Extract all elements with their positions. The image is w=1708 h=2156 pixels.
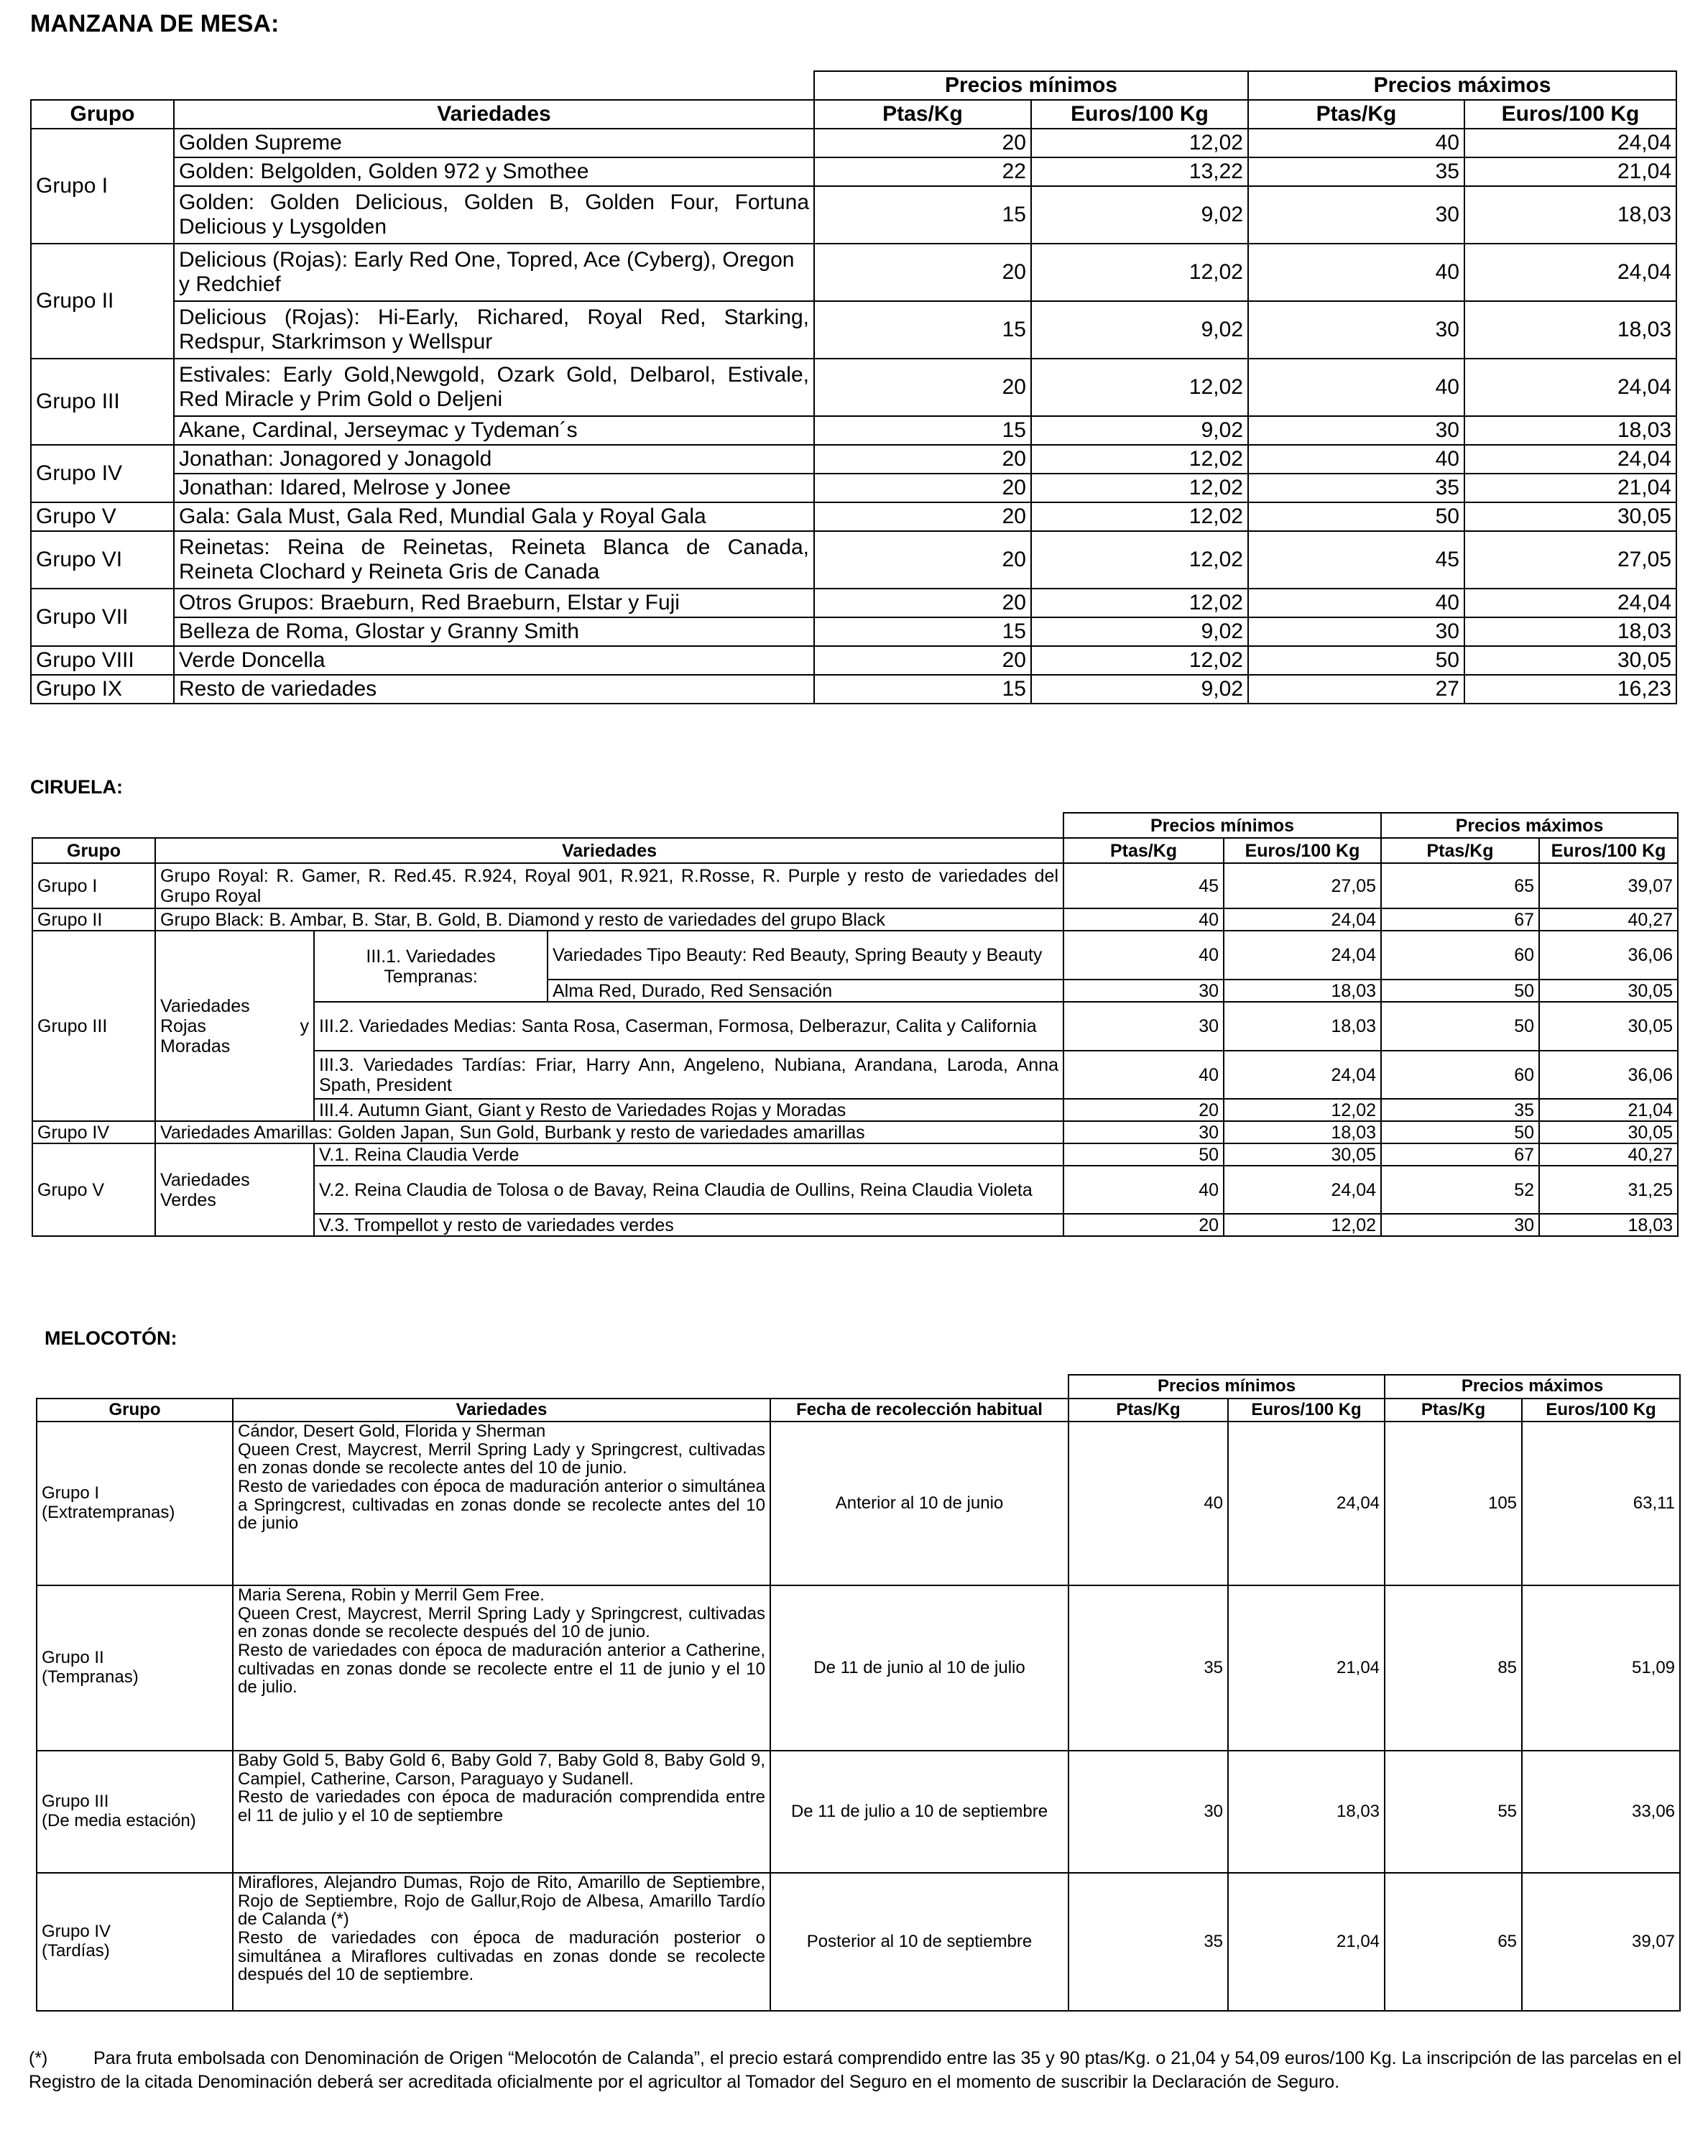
- ptas-min-cell: 40: [1063, 908, 1224, 931]
- footnote-mark: (*): [29, 2048, 48, 2068]
- ptas-max-cell: 65: [1381, 863, 1539, 908]
- grupo-cell: Grupo VII: [31, 589, 174, 646]
- ptas-max-cell: 40: [1248, 129, 1464, 157]
- grupo-cell: [37, 1873, 233, 2011]
- euros-min-cell: 24,04: [1224, 908, 1381, 931]
- euros-min-cell: 21,04: [1228, 1873, 1385, 2011]
- ptas-max-cell: 105: [1385, 1422, 1522, 1585]
- grupo-cell: Grupo I: [31, 129, 174, 244]
- euros-max-cell: 18,03: [1464, 186, 1676, 244]
- header-grupo: Grupo: [31, 100, 174, 129]
- melocoton-header-ptas-max: Ptas/Kg: [1385, 1399, 1522, 1422]
- ptas-max-cell: 50: [1248, 502, 1464, 531]
- ptas-min-cell: 20: [1063, 1099, 1224, 1121]
- ptas-max-cell: 50: [1381, 980, 1539, 1002]
- variedad-cell: Grupo Royal: R. Gamer, R. Red.45. R.924, Royal 901, R.921, R.Rosse, R. Purple y resto de variedades del Grupo Royal: [155, 863, 1063, 908]
- euros-max-cell: 30,05: [1539, 1002, 1678, 1051]
- table-row: [31, 617, 1676, 646]
- section-title-ciruela: CIRUELA:: [30, 776, 123, 798]
- grupo-cell: Grupo IX: [31, 675, 174, 704]
- euros-min-cell: 24,04: [1224, 1051, 1381, 1099]
- ptas-min-cell: 15: [814, 301, 1031, 359]
- euros-min-cell: 24,04: [1224, 1166, 1381, 1214]
- variedad-paragraph: Cándor, Desert Gold, Florida y Sherman: [238, 1422, 546, 1441]
- ptas-max-cell: 40: [1248, 244, 1464, 301]
- subgrupo-line: Variedades: [160, 995, 250, 1016]
- melocoton-table: [36, 1374, 1681, 2012]
- euros-min-cell: 12,02: [1031, 502, 1248, 531]
- variedad-cell: Golden Supreme: [174, 129, 814, 157]
- ptas-max-cell: 45: [1248, 531, 1464, 589]
- grupo-cell: Grupo VIII: [31, 646, 174, 675]
- euros-max-cell: 21,04: [1464, 157, 1676, 186]
- euros-min-cell: 9,02: [1031, 675, 1248, 704]
- grupo-cell: [37, 1751, 233, 1873]
- ptas-max-cell: 35: [1248, 474, 1464, 502]
- fecha-cell: De 11 de junio al 10 de julio: [770, 1585, 1068, 1751]
- euros-min-cell: 9,02: [1031, 186, 1248, 244]
- variedad-paragraph: Resto de variedades con época de maduración comprendida entre el 11 de julio y el 10 de septiembre: [238, 1787, 765, 1826]
- variedad-paragraph: Queen Crest, Maycrest, Merril Spring Lady y Springcrest, cultivadas en zonas donde se recolecte antes del 10 de junio.: [238, 1439, 765, 1478]
- ptas-min-cell: 20: [814, 589, 1031, 617]
- melocoton-header-grupo: Grupo: [37, 1399, 233, 1422]
- ptas-min-cell: 15: [814, 617, 1031, 646]
- table-row: [37, 1873, 1680, 2011]
- melocoton-header-precios-maximos: Precios máximos: [1385, 1375, 1680, 1399]
- grupo-cell: Grupo II: [31, 244, 174, 359]
- ptas-min-cell: 15: [814, 186, 1031, 244]
- euros-min-cell: 18,03: [1224, 1002, 1381, 1051]
- ptas-max-cell: 50: [1381, 1002, 1539, 1051]
- table-row: [31, 589, 1676, 617]
- euros-max-cell: 24,04: [1464, 244, 1676, 301]
- euros-min-cell: 12,02: [1224, 1214, 1381, 1236]
- ptas-min-cell: 20: [814, 474, 1031, 502]
- euros-max-cell: 36,06: [1539, 931, 1678, 980]
- ptas-max-cell: 35: [1248, 157, 1464, 186]
- euros-min-cell: 13,22: [1031, 157, 1248, 186]
- euros-max-cell: 18,03: [1539, 1214, 1678, 1236]
- variedad-cell: Jonathan: Idared, Melrose y Jonee: [174, 474, 814, 502]
- table-row: [37, 1585, 1680, 1751]
- grupo-cell: Grupo IV: [31, 445, 174, 502]
- variedad-cell: Belleza de Roma, Glostar y Granny Smith: [174, 617, 814, 646]
- euros-max-cell: 30,05: [1464, 646, 1676, 675]
- subgrupo-cell: Variedades Verdes: [155, 1143, 314, 1236]
- ciruela-header-euros-max: Euros/100 Kg: [1539, 838, 1678, 863]
- grupo-cell: Grupo III: [31, 359, 174, 445]
- variedad-cell: Reinetas: Reina de Reinetas, Reineta Blanca de Canada, Reineta Clochard y Reineta Gris de Canada: [174, 531, 814, 589]
- euros-min-cell: 18,03: [1224, 980, 1381, 1002]
- grupo-cell: [37, 1422, 233, 1585]
- ptas-max-cell: 30: [1248, 186, 1464, 244]
- table-row: [32, 863, 1678, 908]
- table-row: [31, 129, 1676, 157]
- ciruela-header-grupo: Grupo: [32, 838, 155, 863]
- table-row: [37, 1751, 1680, 1873]
- euros-min-cell: 12,02: [1031, 531, 1248, 589]
- euros-max-cell: 30,05: [1539, 980, 1678, 1002]
- grupo-label: Grupo III: [42, 1792, 109, 1812]
- grupo-cell: Grupo IV: [32, 1121, 155, 1143]
- ptas-max-cell: 40: [1248, 589, 1464, 617]
- header-euros-min: Euros/100 Kg: [1031, 100, 1248, 129]
- ciruela-table: [32, 812, 1679, 1237]
- grupo-sublabel: (Tempranas): [42, 1667, 139, 1687]
- euros-min-cell: 9,02: [1031, 617, 1248, 646]
- ptas-min-cell: 30: [1063, 1121, 1224, 1143]
- euros-max-cell: 24,04: [1464, 129, 1676, 157]
- header-ptas-kg-max: Ptas/Kg: [1248, 100, 1464, 129]
- variedad-cell: III.3. Variedades Tardías: Friar, Harry Ann, Angeleno, Nubiana, Arandana, Laroda, Anna Spath, President: [314, 1051, 1063, 1099]
- euros-max-cell: 24,04: [1464, 589, 1676, 617]
- euros-min-cell: 12,02: [1031, 359, 1248, 416]
- fecha-cell: Posterior al 10 de septiembre: [770, 1873, 1068, 2011]
- variedad-paragraph: Maria Serena, Robin y Merril Gem Free.: [238, 1585, 545, 1605]
- ptas-max-cell: 30: [1248, 416, 1464, 445]
- variedad-cell: Akane, Cardinal, Jerseymac y Tydeman´s: [174, 416, 814, 445]
- euros-min-cell: 12,02: [1031, 589, 1248, 617]
- grupo-cell: Grupo V: [32, 1143, 155, 1236]
- table-row: [31, 416, 1676, 445]
- table-row: [32, 908, 1678, 931]
- euros-max-cell: 21,04: [1464, 474, 1676, 502]
- grupo-sublabel: (Extratempranas): [42, 1503, 175, 1522]
- ptas-max-cell: 50: [1248, 646, 1464, 675]
- variedad-cell: [233, 1422, 770, 1585]
- euros-max-cell: 18,03: [1464, 416, 1676, 445]
- euros-min-cell: 24,04: [1228, 1422, 1385, 1585]
- header-precios-maximos: Precios máximos: [1248, 71, 1676, 100]
- ptas-max-cell: 60: [1381, 1051, 1539, 1099]
- melocoton-header-fecha: Fecha de recolección habitual: [770, 1399, 1068, 1422]
- subgrupo-cell: [155, 931, 314, 1121]
- ptas-max-cell: 50: [1381, 1121, 1539, 1143]
- variedad-cell: Alma Red, Durado, Red Sensación: [548, 980, 1063, 1002]
- table-row: [31, 445, 1676, 474]
- euros-max-cell: 21,04: [1539, 1099, 1678, 1121]
- euros-min-cell: 12,02: [1031, 474, 1248, 502]
- variedad-cell: Estivales: Early Gold,Newgold, Ozark Gold, Delbarol, Estivale, Red Miracle y Prim Gold o Deljeni: [174, 359, 814, 416]
- euros-max-cell: 33,06: [1522, 1751, 1680, 1873]
- euros-max-cell: 31,25: [1539, 1166, 1678, 1214]
- melocoton-header-euros-min: Euros/100 Kg: [1228, 1399, 1385, 1422]
- table-row: [31, 157, 1676, 186]
- ptas-max-cell: 52: [1381, 1166, 1539, 1214]
- euros-min-cell: 12,02: [1031, 129, 1248, 157]
- euros-min-cell: 12,02: [1224, 1099, 1381, 1121]
- manzana-table: [30, 70, 1677, 704]
- euros-max-cell: 63,11: [1522, 1422, 1680, 1585]
- section-title-melocoton: MELOCOTÓN:: [45, 1327, 177, 1349]
- variedad-cell: Grupo Black: B. Ambar, B. Star, B. Gold, B. Diamond y resto de variedades del grupo Black: [155, 908, 1063, 931]
- grupo-sublabel: (De media estación): [42, 1811, 196, 1830]
- ptas-min-cell: 50: [1063, 1143, 1224, 1166]
- variedad-cell: V.2. Reina Claudia de Tolosa o de Bavay, Reina Claudia de Oullins, Reina Claudia Violeta: [314, 1166, 1063, 1214]
- subgrupo-word: y: [300, 1015, 309, 1036]
- variedad-cell: III.2. Variedades Medias: Santa Rosa, Caserman, Formosa, Delberazur, Calita y California: [314, 1002, 1063, 1051]
- euros-min-cell: 21,04: [1228, 1585, 1385, 1751]
- ptas-max-cell: 85: [1385, 1585, 1522, 1751]
- euros-max-cell: 51,09: [1522, 1585, 1680, 1751]
- euros-min-cell: 18,03: [1228, 1751, 1385, 1873]
- variedad-paragraph: Resto de variedades con época de maduración anterior a Catherine, cultivadas en zonas donde se recolecte entre el 11 de junio y el 10 de julio.: [238, 1641, 765, 1697]
- variedad-paragraph: Baby Gold 5, Baby Gold 6, Baby Gold 7, Baby Gold 8, Baby Gold 9, Campiel, Catherine, Carson, Paraguayo y Sudanell.: [238, 1751, 765, 1789]
- melocoton-header-precios-minimos: Precios mínimos: [1068, 1375, 1385, 1399]
- ptas-min-cell: 20: [814, 646, 1031, 675]
- ptas-min-cell: 22: [814, 157, 1031, 186]
- grupo-cell: Grupo VI: [31, 531, 174, 589]
- euros-min-cell: 12,02: [1031, 244, 1248, 301]
- ptas-max-cell: 35: [1381, 1099, 1539, 1121]
- ciruela-header-ptas-max: Ptas/Kg: [1381, 838, 1539, 863]
- variedad-cell: Variedades Tipo Beauty: Red Beauty, Spring Beauty y Beauty: [548, 931, 1063, 980]
- euros-min-cell: 24,04: [1224, 931, 1381, 980]
- ciruela-header-precios-minimos: Precios mínimos: [1063, 813, 1381, 838]
- grupo-cell: Grupo I: [32, 863, 155, 908]
- table-row: [32, 1121, 1678, 1143]
- melocoton-rows: [37, 1422, 1680, 2011]
- euros-max-cell: 30,05: [1539, 1121, 1678, 1143]
- ptas-min-cell: 35: [1068, 1585, 1228, 1751]
- table-row: [31, 301, 1676, 359]
- variedad-cell: Verde Doncella: [174, 646, 814, 675]
- grupo-label: Grupo I: [42, 1483, 100, 1503]
- header-ptas-kg-min: Ptas/Kg: [814, 100, 1031, 129]
- header-variedades: Variedades: [174, 100, 814, 129]
- euros-min-cell: 30,05: [1224, 1143, 1381, 1166]
- variedad-cell: Resto de variedades: [174, 675, 814, 704]
- grupo-cell: Grupo V: [31, 502, 174, 531]
- euros-max-cell: 18,03: [1464, 301, 1676, 359]
- table-row: [31, 186, 1676, 244]
- variedad-cell: [233, 1873, 770, 2011]
- euros-min-cell: 18,03: [1224, 1121, 1381, 1143]
- subgrupo-line: [160, 1016, 309, 1036]
- melocoton-header-variedades: Variedades: [233, 1399, 770, 1422]
- ciruela-header-variedades: Variedades: [155, 838, 1063, 863]
- euros-min-cell: 27,05: [1224, 863, 1381, 908]
- variedad-cell: Variedades Amarillas: Golden Japan, Sun Gold, Burbank y resto de variedades amarillas: [155, 1121, 1063, 1143]
- ptas-max-cell: 27: [1248, 675, 1464, 704]
- euros-max-cell: 16,23: [1464, 675, 1676, 704]
- ptas-max-cell: 40: [1248, 359, 1464, 416]
- ptas-max-cell: 67: [1381, 908, 1539, 931]
- variedad-cell: Delicious (Rojas): Early Red One, Topred, Ace (Cyberg), Oregon y Redchief: [174, 244, 814, 301]
- euros-max-cell: 18,03: [1464, 617, 1676, 646]
- euros-max-cell: 27,05: [1464, 531, 1676, 589]
- header-euros-max: Euros/100 Kg: [1464, 100, 1676, 129]
- table-row: [31, 359, 1676, 416]
- table-row: [37, 1422, 1680, 1585]
- variedad-cell: III.4. Autumn Giant, Giant y Resto de Variedades Rojas y Moradas: [314, 1099, 1063, 1121]
- table-row: [31, 474, 1676, 502]
- header-precios-minimos: Precios mínimos: [814, 71, 1248, 100]
- euros-max-cell: 24,04: [1464, 445, 1676, 474]
- ptas-min-cell: 40: [1068, 1422, 1228, 1585]
- euros-min-cell: 12,02: [1031, 445, 1248, 474]
- ciruela-header-ptas-min: Ptas/Kg: [1063, 838, 1224, 863]
- ptas-max-cell: 40: [1248, 445, 1464, 474]
- fecha-cell: De 11 de julio a 10 de septiembre: [770, 1751, 1068, 1873]
- grupo-cell: Grupo II: [32, 908, 155, 931]
- section-title-manzana: MANZANA DE MESA:: [30, 10, 280, 37]
- ptas-min-cell: 20: [814, 531, 1031, 589]
- table-row: [32, 931, 1678, 980]
- iii1-label: III.1. Variedades Tempranas:: [314, 931, 548, 1002]
- ptas-min-cell: 30: [1063, 980, 1224, 1002]
- variedad-paragraph: Queen Crest, Maycrest, Merril Spring Lady y Springcrest, cultivadas en zonas donde se recolecte después del 10 de junio.: [238, 1603, 765, 1642]
- ptas-min-cell: 20: [1063, 1214, 1224, 1236]
- euros-min-cell: 9,02: [1031, 301, 1248, 359]
- table-row: [31, 646, 1676, 675]
- variedad-cell: V.1. Reina Claudia Verde: [314, 1143, 1063, 1166]
- ptas-min-cell: 30: [1068, 1751, 1228, 1873]
- variedad-cell: [233, 1585, 770, 1751]
- ciruela-header-euros-min: Euros/100 Kg: [1224, 838, 1381, 863]
- ptas-min-cell: 40: [1063, 1166, 1224, 1214]
- ptas-max-cell: 30: [1248, 617, 1464, 646]
- ptas-min-cell: 20: [814, 502, 1031, 531]
- ptas-max-cell: 55: [1385, 1751, 1522, 1873]
- grupo-cell: Grupo III: [32, 931, 155, 1121]
- fecha-cell: Anterior al 10 de junio: [770, 1422, 1068, 1585]
- subgrupo-word: Rojas: [160, 1015, 206, 1036]
- variedad-cell: Golden: Golden Delicious, Golden B, Golden Four, Fortuna Delicious y Lysgolden: [174, 186, 814, 244]
- euros-max-cell: 39,07: [1539, 863, 1678, 908]
- ptas-max-cell: 65: [1385, 1873, 1522, 2011]
- euros-max-cell: 40,27: [1539, 1143, 1678, 1166]
- melocoton-header-euros-max: Euros/100 Kg: [1522, 1399, 1680, 1422]
- footnote-text: Para fruta embolsada con Denominación de Origen “Melocotón de Calanda”, el precio estará comprendido entre las 35 y 90 ptas/Kg. o 21,04 y 54,09 euros/100 Kg. La inscripción de las parcelas en el Registro de la citada Denominación deberá ser acreditada oficialmente por el agricultor al Tomador del Seguro en el momento de suscribir la Declaración de Seguro.: [29, 2048, 1681, 2092]
- ptas-max-cell: 67: [1381, 1143, 1539, 1166]
- table-row: [31, 675, 1676, 704]
- ciruela-header-precios-maximos: Precios máximos: [1381, 813, 1678, 838]
- euros-max-cell: 39,07: [1522, 1873, 1680, 2011]
- ptas-min-cell: 30: [1063, 1002, 1224, 1051]
- melocoton-header-ptas-min: Ptas/Kg: [1068, 1399, 1228, 1422]
- table-row: [31, 502, 1676, 531]
- grupo-label: Grupo II: [42, 1648, 104, 1668]
- ptas-min-cell: 20: [814, 445, 1031, 474]
- variedad-cell: Otros Grupos: Braeburn, Red Braeburn, Elstar y Fuji: [174, 589, 814, 617]
- ptas-min-cell: 15: [814, 675, 1031, 704]
- euros-min-cell: 12,02: [1031, 646, 1248, 675]
- subgrupo-line: Moradas: [160, 1036, 231, 1056]
- euros-max-cell: 36,06: [1539, 1051, 1678, 1099]
- ptas-min-cell: 20: [814, 129, 1031, 157]
- manzana-rows: [31, 129, 1676, 704]
- variedad-cell: V.3. Trompellot y resto de variedades verdes: [314, 1214, 1063, 1236]
- variedad-cell: Golden: Belgolden, Golden 972 y Smothee: [174, 157, 814, 186]
- euros-max-cell: 40,27: [1539, 908, 1678, 931]
- variedad-cell: Delicious (Rojas): Hi-Early, Richared, Royal Red, Starking, Redspur, Starkrimson y Wellspur: [174, 301, 814, 359]
- ptas-max-cell: 60: [1381, 931, 1539, 980]
- table-row: [31, 244, 1676, 301]
- ptas-max-cell: 30: [1381, 1214, 1539, 1236]
- grupo-label: Grupo IV: [42, 1922, 111, 1942]
- euros-max-cell: 24,04: [1464, 359, 1676, 416]
- variedad-paragraph: Resto de variedades con época de maduración anterior o simultánea a Springcrest, cultivadas en zonas donde se recolecte antes del 10 de junio: [238, 1477, 765, 1534]
- grupo-cell: [37, 1585, 233, 1751]
- table-row: [32, 1143, 1678, 1166]
- ptas-min-cell: 15: [814, 416, 1031, 445]
- ptas-min-cell: 20: [814, 359, 1031, 416]
- ptas-min-cell: 20: [814, 244, 1031, 301]
- ptas-min-cell: 40: [1063, 931, 1224, 980]
- ptas-min-cell: 35: [1068, 1873, 1228, 2011]
- variedad-paragraph: Resto de variedades con época de maduración posterior o simultánea a Miraflores cultivadas en zonas donde se recolecte después del 10 de septiembre.: [238, 1928, 765, 1985]
- table-row: [31, 531, 1676, 589]
- variedad-cell: [233, 1751, 770, 1873]
- euros-max-cell: 30,05: [1464, 502, 1676, 531]
- euros-min-cell: 9,02: [1031, 416, 1248, 445]
- variedad-cell: Gala: Gala Must, Gala Red, Mundial Gala y Royal Gala: [174, 502, 814, 531]
- ptas-min-cell: 40: [1063, 1051, 1224, 1099]
- variedad-cell: Jonathan: Jonagored y Jonagold: [174, 445, 814, 474]
- grupo-sublabel: (Tardías): [42, 1941, 110, 1961]
- footnote: [29, 2047, 1681, 2093]
- variedad-paragraph: Miraflores, Alejandro Dumas, Rojo de Rito, Amarillo de Septiembre, Rojo de Septiembre, Rojo de Gallur,Rojo de Albesa, Amarillo Tardío de Calanda (*): [238, 1873, 765, 1930]
- ptas-min-cell: 45: [1063, 863, 1224, 908]
- ptas-max-cell: 30: [1248, 301, 1464, 359]
